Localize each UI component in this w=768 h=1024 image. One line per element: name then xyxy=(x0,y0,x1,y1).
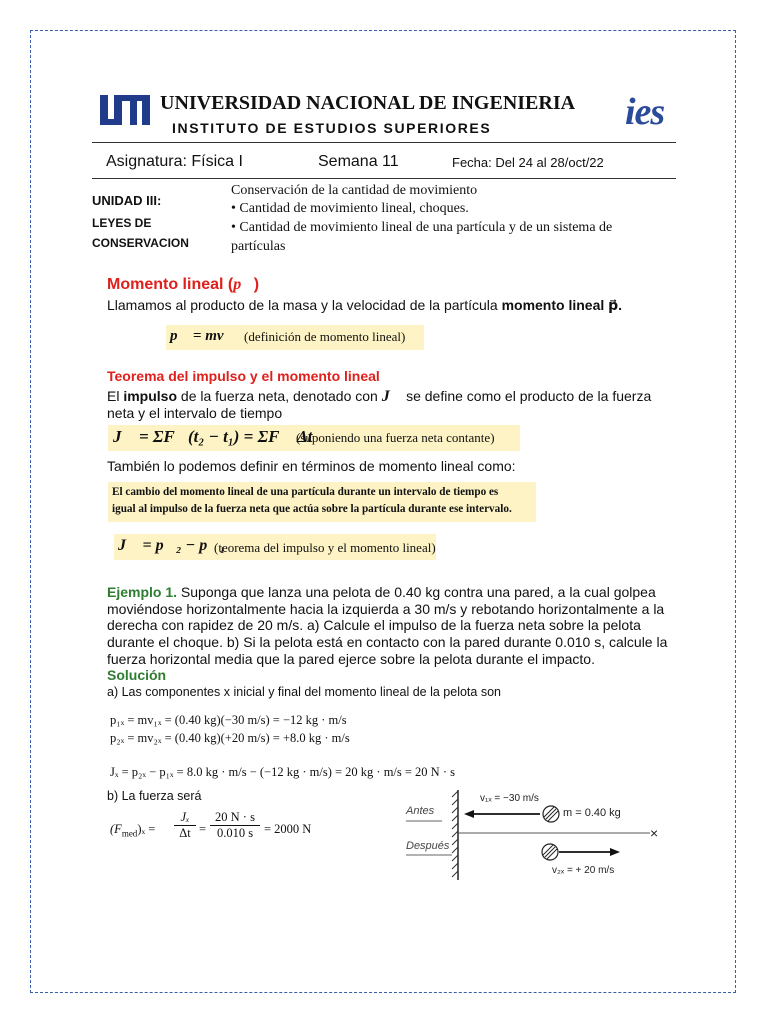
momento-text xyxy=(107,297,622,314)
label-v1: v₁ₓ = −30 m/s xyxy=(480,793,539,804)
unit-topic: Conservación de la cantidad de movimiento xyxy=(231,183,478,198)
part-a-text: a) Las componentes x inicial y final del momento lineal de la pelota son xyxy=(107,685,501,699)
fraction-2-den: 0.010 s xyxy=(216,826,254,840)
unit-bullet-2: • Cantidad de movimiento lineal de una partícula y de un sistema de xyxy=(231,220,613,235)
wall-hatch xyxy=(452,791,458,877)
teorema-text xyxy=(107,388,651,406)
teorema-heading: Teorema del impulso y el momento lineal xyxy=(107,368,380,384)
momento-equation xyxy=(166,325,424,350)
teorema-text-bold: impulso xyxy=(123,388,178,404)
teorema-box xyxy=(108,482,536,522)
momento-eq-note: (definición de momento lineal) xyxy=(244,329,406,344)
label-despues: Después xyxy=(406,840,450,852)
teorema-text-mid: de la fuerza neta, denotado con xyxy=(177,388,382,404)
teorema-text-line2: neta y el intervalo de tiempo xyxy=(107,405,283,421)
momento-heading-text: Momento lineal ( xyxy=(107,276,234,293)
momento-text-pre: Llamamos al producto de la masa y la velocidad de la partícula xyxy=(107,297,502,313)
equation-p2: p₂ₓ = mv₂ₓ = (0.40 kg)(+20 m/s) = +8.0 kg · m/s xyxy=(110,731,350,745)
diagram-graphics xyxy=(400,785,680,885)
momento-heading-end: ) xyxy=(253,276,260,293)
equation-j: Jₓ = p₂ₓ − p₁ₓ = 8.0 kg · m/s − (−12 kg · m/s) = 20 kg · m/s = 20 N · s xyxy=(110,765,455,779)
ejemplo-line-4: durante el choque. b) Si la pelota está en contacto con la pared durante 0.010 s, calcule la xyxy=(107,634,668,650)
fraction-1-den: Δt xyxy=(179,826,191,840)
teorema-eq1-note: (suponiendo una fuerza neta contante) xyxy=(296,430,495,445)
university-title: UNIVERSIDAD NACIONAL DE INGENIERIA xyxy=(160,92,576,114)
teorema-eq1: J⃗ = ΣF⃗(t₂ − t₁) = ΣF⃗ Δt xyxy=(113,427,313,446)
uni-logo xyxy=(100,95,150,133)
teorema-text-post: se define como el producto de la fuerza xyxy=(402,388,652,404)
force-lhs xyxy=(110,822,155,839)
header-divider-top xyxy=(92,142,676,143)
momento-text-bold: momento lineal p⃗. xyxy=(501,297,623,313)
unit-bullet-1: • Cantidad de movimiento lineal, choques. xyxy=(231,201,469,216)
ejemplo-line-3: derecha con rapidez de 20 m/s. a) Calcule el impulso de la fuerza neta sobre la pelota xyxy=(107,617,641,633)
fraction-2-num: 20 N · s xyxy=(210,810,260,826)
teorema-text-2: También lo podemos definir en términos de momento lineal como: xyxy=(107,458,516,474)
momento-heading-symbol: p⃗ xyxy=(233,276,254,293)
momento-eq: p⃗ = mv⃗ xyxy=(170,328,236,344)
unit-title: UNIDAD III: xyxy=(92,193,162,208)
asignatura: Asignatura: Física I xyxy=(106,153,243,170)
ejemplo-line-1 xyxy=(107,584,656,600)
header-divider-bottom xyxy=(92,178,676,179)
label-x-axis: × xyxy=(650,825,659,841)
semana: Semana 11 xyxy=(318,153,399,170)
teorema-eq2-note: (teorema del impulso y el momento lineal) xyxy=(214,540,436,555)
unit-line2: LEYES DE xyxy=(92,216,152,230)
teorema-box-line-2: igual al impulso de la fuerza neta que actúa sobre la partícula durante ese intervalo. xyxy=(112,503,512,515)
label-antes: Antes xyxy=(406,805,435,817)
teorema-eq2: J⃗ = p⃗₂ − p⃗₁ xyxy=(118,537,226,554)
solucion-heading: Solución xyxy=(107,667,167,683)
teorema-equation-2 xyxy=(114,534,436,560)
teorema-box-line-1: El cambio del momento lineal de una partícula durante un intervalo de tiempo es xyxy=(112,486,499,498)
force-lhs-sub: med xyxy=(121,828,138,839)
part-b-text: b) La fuerza será xyxy=(107,789,202,803)
teorema-text-symbol: J⃗ xyxy=(381,388,403,405)
ejemplo-label: Ejemplo 1. xyxy=(107,584,178,600)
arrow-before-head xyxy=(464,810,474,818)
ejemplo-line-2: moviéndose horizontalmente hacia la izquierda a 30 m/s y rebotando horizontalmente a la xyxy=(107,601,665,617)
label-mass: m = 0.40 kg xyxy=(563,807,621,819)
collision-diagram xyxy=(400,785,680,885)
force-lhs-close: )ₓ = xyxy=(137,822,156,836)
ejemplo-line-1-text: Suponga que lanza una pelota de 0.40 kg contra una pared, a la cual golpea xyxy=(177,584,656,600)
equation-force xyxy=(110,810,330,850)
force-result: = 2000 N xyxy=(264,822,312,836)
unit-bullet-2b: partículas xyxy=(231,239,286,254)
fecha: Fecha: Del 24 al 28/oct/22 xyxy=(452,155,604,170)
equals-sign: = xyxy=(199,822,207,836)
arrow-after-head xyxy=(610,848,620,856)
teorema-text-pre: El xyxy=(107,388,124,404)
fraction-1-num: Jₓ xyxy=(174,810,196,826)
ejemplo-line-5: fuerza horizontal media que la pared ejerce sobre la pelota durante el impacto. xyxy=(107,651,595,667)
ies-logo: ies xyxy=(625,91,665,133)
unit-line3: CONSERVACION xyxy=(92,236,189,250)
label-v2: v₂ₓ = + 20 m/s xyxy=(552,865,615,876)
fraction-1 xyxy=(174,810,196,841)
institute-title: INSTITUTO DE ESTUDIOS SUPERIORES xyxy=(172,120,492,136)
force-lhs-open: (F xyxy=(110,822,122,836)
teorema-equation-1 xyxy=(108,425,520,451)
equation-p1: p₁ₓ = mv₁ₓ = (0.40 kg)(−30 m/s) = −12 kg · m/s xyxy=(110,713,347,727)
fraction-2 xyxy=(210,810,260,841)
momento-heading xyxy=(107,276,259,294)
